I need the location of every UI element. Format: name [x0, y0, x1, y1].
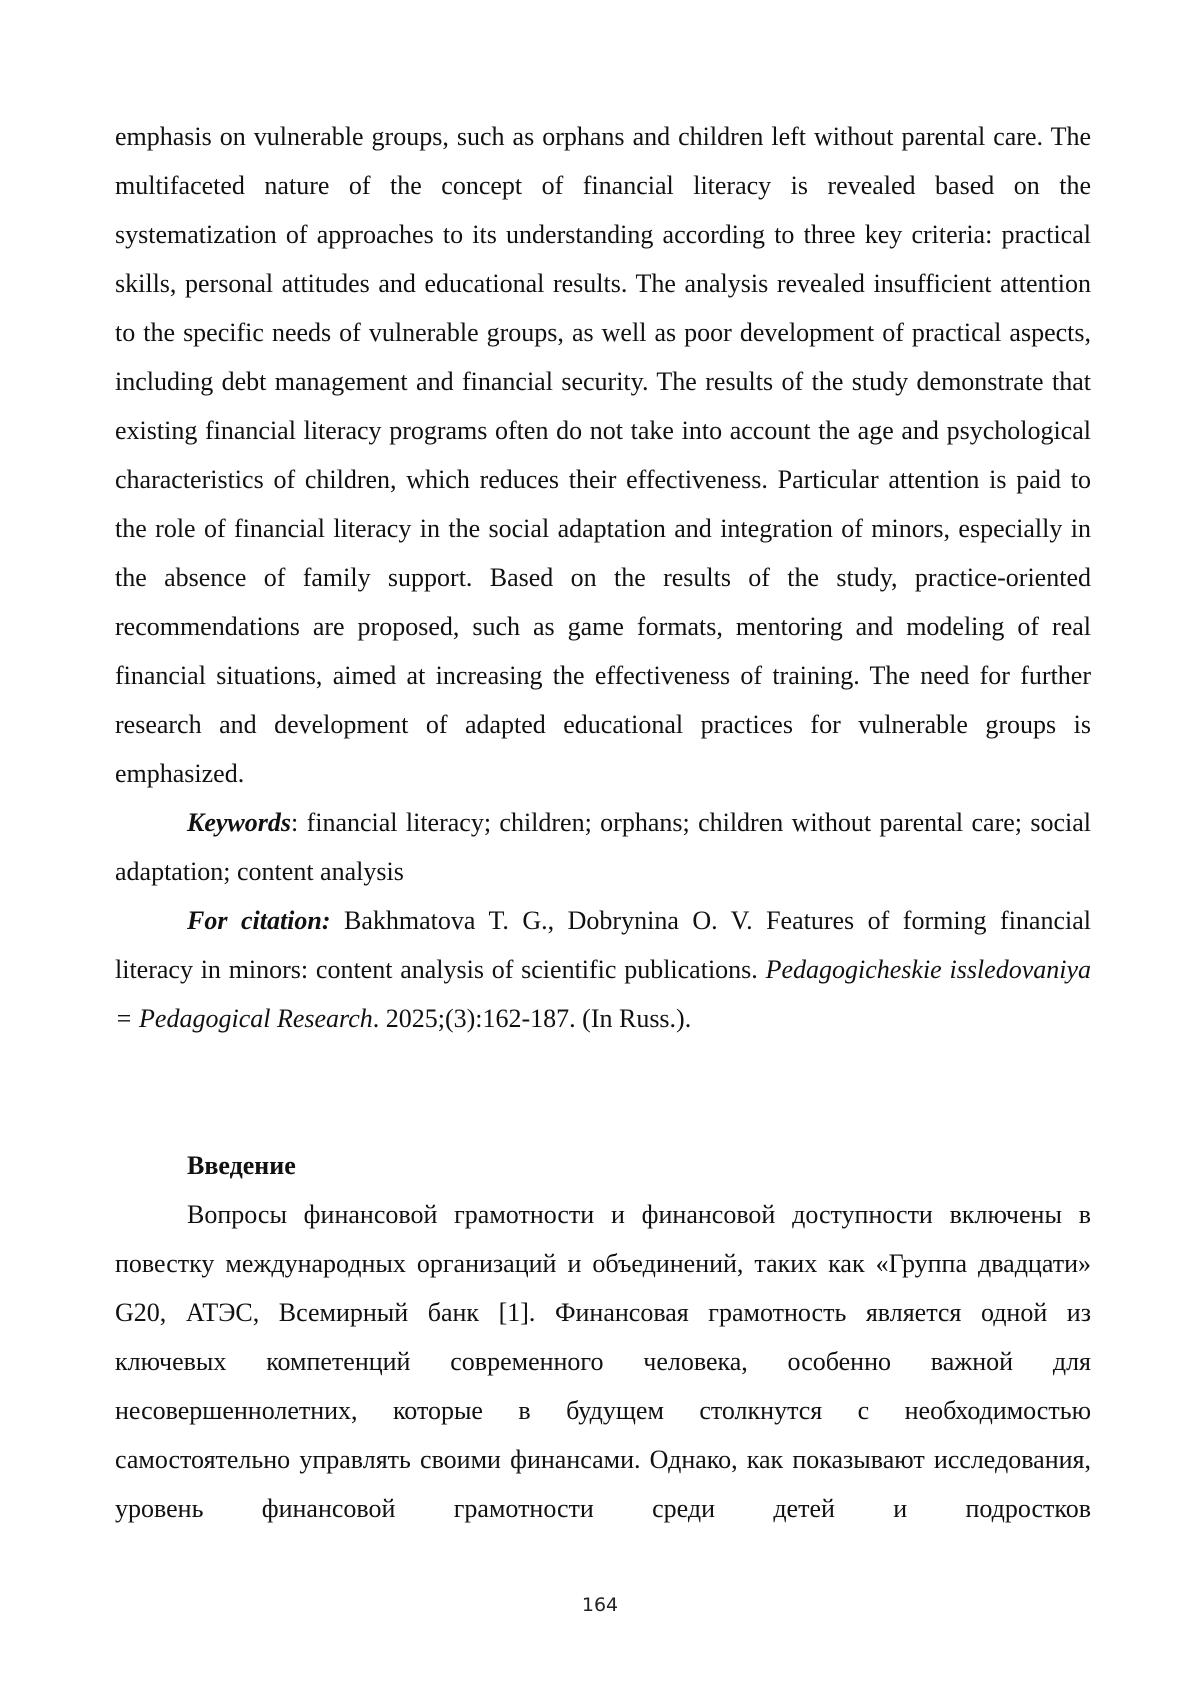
- introduction-paragraph: Вопросы финансовой грамотности и финансовой доступности включены в повестку международных организаций и объединений, таких как «Группа двадцати» G20, АТЭС, Всемирный банк [1]. Финансовая грамотность является одной из ключевых компетенций современного человека, особенно важной для несовершеннолетних, которые в будущем столкнутся с необходимостью самостоятельно управлять своими финансами. Однако, как показывают исследования, уровень финансовой грамотности среди детей и подростков: [115, 1200, 1091, 1523]
- citation-details: . 2025;(3):162-187. (In Russ.).: [372, 1004, 692, 1033]
- citation-authors-title: Bakhmatova T. G., Dobrynina O. V. Features of forming financial literacy in minors: content analysis of scientific publications.: [115, 906, 1091, 984]
- citation-label: For citation:: [187, 906, 331, 935]
- introduction-heading: Введение: [187, 1151, 296, 1180]
- citation-journal: Pedagogicheskie issledovaniya = Pedagogical Research: [115, 955, 1091, 1033]
- abstract-continuation: emphasis on vulnerable groups, such as orphans and children left without parental care. The multifaceted nature of the concept of financial literacy is revealed based on the systematization of approaches to its understanding according to three key criteria: practical skills, personal attitudes and educational results. The analysis revealed insufficient attention to the specific needs of vulnerable groups, as well as poor development of practical aspects, including debt management and financial security. The results of the study demonstrate that existing financial literacy programs often do not take into account the age and psychological characteristics of children, which reduces their effectiveness. Particular attention is paid to the role of financial literacy in the social adaptation and integration of minors, especially in the absence of family support. Based on the results of the study, practice-oriented recommendations are proposed, such as game formats, mentoring and modeling of real financial situations, aimed at increasing the effectiveness of training. The need for further research and development of adapted educational practices for vulnerable groups is emphasized.: [115, 122, 1091, 788]
- keywords-paragraph: [115, 798, 1091, 896]
- page-body: [115, 112, 1091, 1533]
- keywords-separator: :: [291, 808, 307, 837]
- keywords-label: Keywords: [187, 808, 291, 837]
- page-number: 164: [581, 1594, 619, 1616]
- keywords-text: financial literacy; children; orphans; children without parental care; social adaptation; content analysis: [115, 808, 1091, 886]
- citation-paragraph: [115, 896, 1091, 1043]
